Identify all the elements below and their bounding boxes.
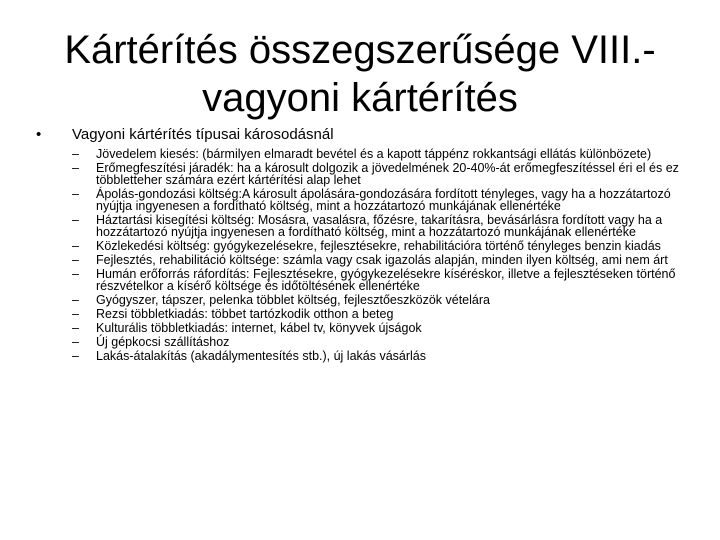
dash-icon: – [72,213,79,227]
list-item [36,294,686,306]
list-item [36,254,686,266]
list-item-text: Rezsi többletkiadás: többet tartózkodik otthon a beteg [96,307,394,321]
dash-icon: – [72,253,79,267]
list-item [36,240,686,252]
list-item-text: Humán erőforrás ráfordítás: Fejlesztésekre, gyógykezelésekre kíséréskor, illetve a fejlesztéseken történő részvételkor a kísérő költsége és időtöltésének ellenértéke [96,267,676,293]
list-item [36,322,686,334]
dash-icon: – [72,321,79,335]
list-item-text: Erőmegfeszítési járadék: ha a károsult dolgozik a jövedelmének 20-40%-át erőmegfeszítéssel éri el és ez többletteher számára ezért kártérítési alap lehet [96,161,679,187]
list-item-text: Háztartási kisegítési költség: Mosásra, vasalásra, főzésre, takarításra, bevásárlásra fordított vagy ha a hozzátartozó nyújtja ingyenesen a fordítható költség, mint a hozzátartozó munkájának ellenértéke [96,213,663,239]
dash-icon: – [72,335,79,349]
sub-item-list [36,148,686,362]
list-item [36,336,686,348]
bullet-icon: • [36,126,42,143]
list-item [36,162,686,186]
list-item-text: Új gépkocsi szállításhoz [96,335,230,349]
dash-icon: – [72,147,79,161]
list-item-text: Fejlesztés, rehabilitáció költsége: számla vagy csak igazolás alapján, minden ilyen költség, ami nem árt [96,253,668,267]
list-item [36,148,686,160]
list-item [36,350,686,362]
dash-icon: – [72,307,79,321]
list-item [36,268,686,292]
list-item [36,188,686,212]
dash-icon: – [72,187,79,201]
list-item-text: Lakás-átalakítás (akadálymentesítés stb.), új lakás vásárlás [96,349,427,363]
list-item [36,214,686,238]
slide-title [36,26,684,122]
title-line-1: Kártérítés összegszerűsége VIII.- [64,28,656,72]
dash-icon: – [72,267,79,281]
dash-icon: – [72,293,79,307]
list-item-text: Kulturális többletkiadás: internet, kábel tv, könyvek újságok [96,321,422,335]
title-line-2: vagyoni kártérítés [202,76,518,120]
dash-icon: – [72,349,79,363]
list-item-text: Jövedelem kiesés: (bármilyen elmaradt bevétel és a kapott táppénz rokkantsági ellátás különbözete) [96,147,652,161]
slide-content [36,126,686,364]
list-item-text: Gyógyszer, tápszer, pelenka többlet költség, fejlesztőeszközök vételára [96,293,490,307]
dash-icon: – [72,239,79,253]
main-point-text: Vagyoni kártérítés típusai károsodásnál [72,126,334,143]
list-item-text: Ápolás-gondozási költség:A károsult ápolására-gondozására fordított tényleges, vagy ha a hozzátartozó nyújtja ingyenesen a fordítható költség, mint a hozzátartozó munkájának ellenértéke [96,187,671,213]
list-item-text: Közlekedési költség: gyógykezelésekre, fejlesztésekre, rehabilitációra történő tényleges benzin kiadás [96,239,661,253]
main-bullet-point [36,126,686,144]
list-item [36,308,686,320]
dash-icon: – [72,161,79,175]
